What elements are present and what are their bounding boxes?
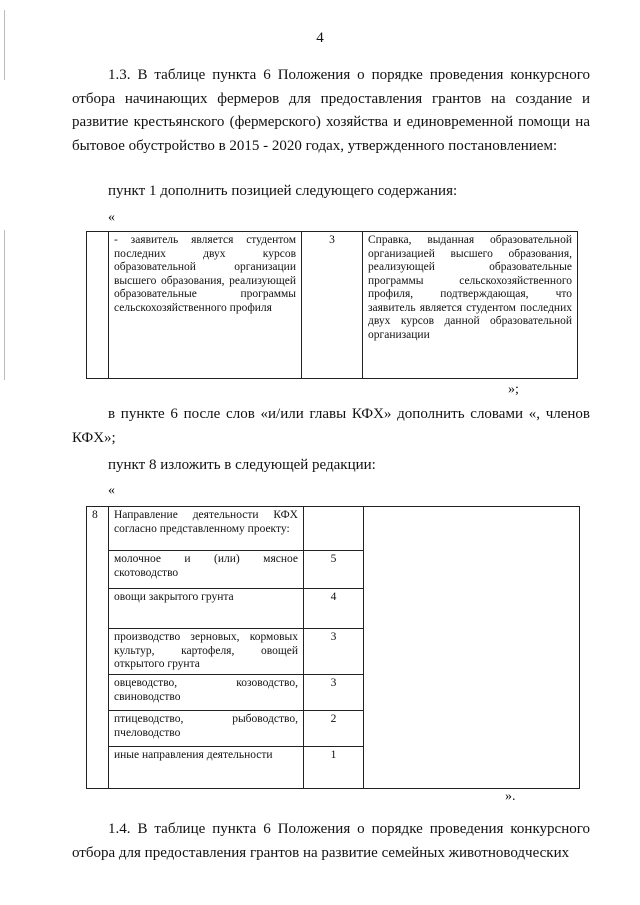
criterion-cell: - заявитель является студентом последних двух курсов образовательной организации высшего образования, реализующей образовательные программы сельскохозяйственного профиля (109, 232, 302, 379)
document-cell: Справка, выданная образовательной организацией высшего образования, реализующей образовательные программы сельскохозяйственного профиля, подтверждающая, что заявитель является студентом последних двух курсов данной образовательной организации (363, 232, 578, 379)
score-cell: 3 (304, 629, 364, 675)
table-activity-directions (86, 506, 580, 789)
scan-edge-mark (4, 230, 5, 380)
close-quote-1: »; (508, 382, 519, 397)
table-row (87, 232, 578, 379)
direction-cell: молочное и (или) мясное скотоводство (109, 551, 304, 589)
direction-cell: производство зерновых, кормовых культур, картофеля, овощей открытого грунта (109, 629, 304, 675)
score-cell: 3 (302, 232, 363, 379)
direction-cell: птицеводство, рыбоводство, пчеловодство (109, 711, 304, 747)
score-cell: 5 (304, 551, 364, 589)
score-cell: 3 (304, 675, 364, 711)
open-quote-2: « (108, 483, 115, 498)
punkt-8-line: пункт 8 изложить в следующей редакции: (108, 457, 376, 473)
table-row (87, 507, 580, 551)
punkt-1-line: пункт 1 дополнить позицией следующего содержания: (108, 183, 458, 199)
paragraph-1-4: 1.4. В таблице пункта 6 Положения о порядке проведения конкурсного отбора для предоставления грантов на развитие семейных животноводческих (72, 821, 590, 861)
score-cell: 4 (304, 589, 364, 629)
direction-cell: иные направления деятельности (109, 747, 304, 789)
close-quote-2: ». (505, 789, 516, 804)
row-number-cell (87, 232, 109, 379)
direction-cell: овощи закрытого грунта (109, 589, 304, 629)
punkt-6-text: в пункте 6 после слов «и/или главы КФХ» дополнить словами «, членов КФХ»; (72, 406, 590, 446)
paragraph-1-3: 1.3. В таблице пункта 6 Положения о порядке проведения конкурсного отбора начинающих фермеров для предоставления грантов на создание и развитие крестьянского (фермерского) хозяйства и единовременной помощи на бытовое обустройство в 2015 - 2020 годах, утвержденного постановлением: (72, 67, 590, 154)
score-cell: 2 (304, 711, 364, 747)
score-cell (304, 507, 364, 551)
score-cell: 1 (304, 747, 364, 789)
row-number-cell: 8 (87, 507, 109, 789)
table-criterion-student (86, 231, 578, 379)
open-quote: « (108, 210, 115, 225)
document-cell (364, 507, 580, 789)
direction-cell: овцеводство, козоводство, свиноводство (109, 675, 304, 711)
page-number: 4 (316, 30, 324, 46)
direction-header-cell: Направление деятельности КФХ согласно представленному проекту: (109, 507, 304, 551)
